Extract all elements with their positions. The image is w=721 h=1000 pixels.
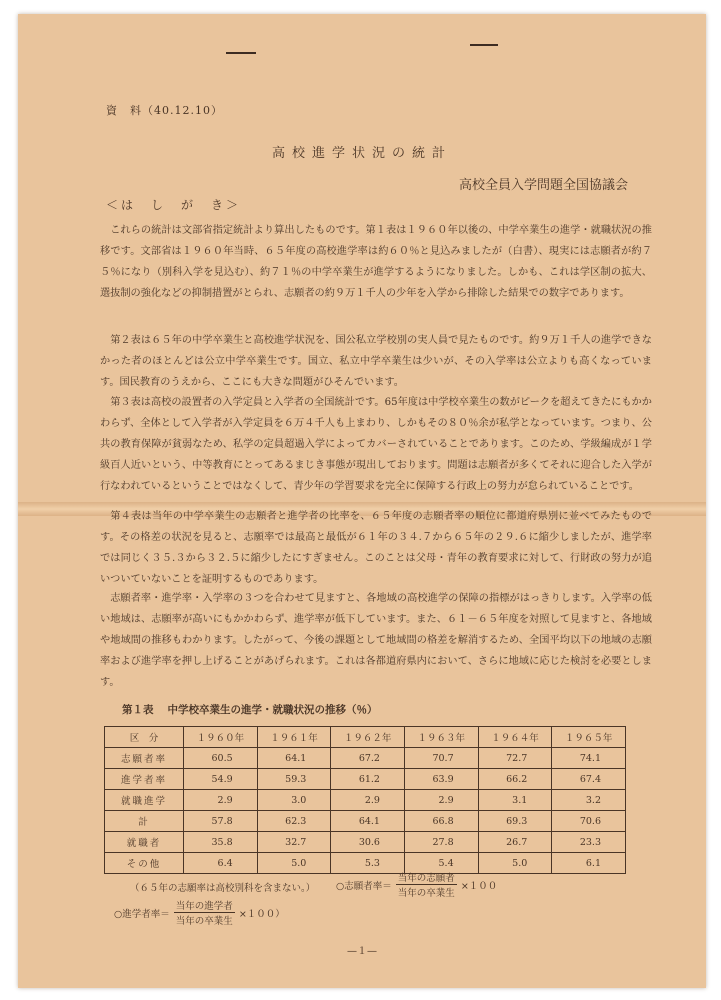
table-cell: 23.3 (552, 832, 626, 853)
stats-table (104, 726, 626, 874)
table-cell: 6.4 (184, 853, 258, 874)
table-cell: 57.8 (184, 811, 258, 832)
paragraph-2: 第２表は６５年の中学卒業生と高校進学状況を、国公私立学校別の実人員で見たものです。約９万１千人の進学できなかった者のほとんどは公立中学卒業生です。国立、私立中学卒業生は少いが、その入学率は公立よりも高くなっています。国民教育のうえから、ここにも大きな問題がひそんでいます。 (100, 335, 652, 388)
exclusion-note: （６５年の志願率は高校別科を含まない。） (130, 883, 316, 894)
row-label: 計 (105, 811, 184, 832)
table-caption: 中学校卒業生の進学・就職状況の推移（％） (167, 704, 378, 716)
applicant-numerator: 当年の志願者 (396, 870, 457, 885)
table-corner: 区 分 (105, 727, 184, 748)
table-cell: 66.2 (478, 769, 552, 790)
table-cell: 2.9 (331, 790, 405, 811)
table-row (105, 769, 626, 790)
table-cell: 27.8 (404, 832, 478, 853)
table-number: 第１表 (122, 704, 154, 716)
table-cell: 5.0 (478, 853, 552, 874)
paragraph-3: 第３表は高校の設置者の入学定員と入学者の全国統計です。65年度は中学校卒業生の数がピークを超えてきたにもかかわらず、全体として入学者が入学定員を６万４千人も上まわり、しかもその８０％余が私学となっています。つまり、公共の教育保障が貧弱なため、私学の定員超過入学によってカバーされていることであります。このため、学級編成が１学級百人近いという、中等教育にとってあるまじき事態が現出しております。問題は志願者が多くてそれに迎合した入学が行なわれているということではなくして、青少年の学習要求を完全に保障する行政上の努力が怠られていることです。 (100, 397, 652, 492)
table-cell: 5.0 (257, 853, 331, 874)
row-label: 就職進学 (105, 790, 184, 811)
year-header: １９６２年 (331, 727, 405, 748)
document-reference: 資 料（40.12.10） (106, 104, 223, 117)
enrollment-rate-label: ○進学者率＝ (114, 908, 170, 920)
enrollment-multiplier: ×１００） (238, 908, 285, 920)
row-label: 就職者 (105, 832, 184, 853)
table-cell: 5.4 (404, 853, 478, 874)
table-cell: 67.4 (552, 769, 626, 790)
applicant-rate-label: ○志願者率＝ (336, 880, 392, 892)
table-cell: 64.1 (257, 748, 331, 769)
enrollment-rate-formula (114, 898, 285, 927)
table-cell: 54.9 (184, 769, 258, 790)
year-header: １９６４年 (478, 727, 552, 748)
applicant-multiplier: ×１００ (460, 880, 498, 892)
applicant-fraction (396, 870, 457, 899)
table-cell: 6.1 (552, 853, 626, 874)
enrollment-numerator: 当年の進学者 (174, 898, 235, 913)
table-cell: 72.7 (478, 748, 552, 769)
hole-punch-mark-right (470, 44, 498, 46)
year-header: １９６０年 (184, 727, 258, 748)
table-cell: 70.6 (552, 811, 626, 832)
row-label: 志願者率 (105, 748, 184, 769)
table-cell: 66.8 (404, 811, 478, 832)
year-header: １９６１年 (257, 727, 331, 748)
paragraph-1: これらの統計は文部省指定統計より算出したものです。第１表は１９６０年以後の、中学卒業生の進学・就職状況の推移です。文部省は１９６０年当時、６５年度の高校進学率は約６０％と見込みましたが（白書）、現実には志願者が約７５％になり（別科入学を見込む）、約７１％の中学卒業生が進学するようになりました。しかも、これは学区制の拡大、選抜制の強化などの抑制措置がとられ、志願者の約９万１千人の少年を入学から排除した結果での数字であります。 (100, 225, 653, 299)
table-cell: 61.2 (331, 769, 405, 790)
table-cell: 67.2 (331, 748, 405, 769)
table-cell: 63.9 (404, 769, 478, 790)
table-cell: 32.7 (257, 832, 331, 853)
table-cell: 69.3 (478, 811, 552, 832)
table-cell: 2.9 (404, 790, 478, 811)
table-cell: 60.5 (184, 748, 258, 769)
hole-punch-mark-left (226, 52, 256, 54)
year-header: １９６３年 (404, 727, 478, 748)
paragraph-5: 志願者率・進学率・入学率の３つを合わせて見ますと、各地域の高校進学の保障の指標がはっきりします。入学率の低い地域は、志願率が高いにもかかわらず、進学率が低下しています。また、６１－６５年度を対照して見ますと、各地域や地域間の推移もわかります。したがって、今後の課題として地域間の格差を解消するため、全国平均以下の地域の志願率および進学率を押し上げることがあげられます。これは各都道府県内において、さらに地域に応じた検討を必要とします。 (100, 593, 652, 688)
applicant-rate-formula (336, 870, 497, 899)
table-cell: 3.0 (257, 790, 331, 811)
enrollment-fraction (174, 898, 235, 927)
paragraph-4: 第４表は当年の中学卒業生の志願者と進学者の比率を、６５年度の志願者率の順位に都道府県別に並べてみたものです。その格差の状況を見ると、志願率では最高と最低が６１年の３４.７から６５年の２９.６に縮少しましたが、進学率では同じく３５.３から３２.５に縮少したにすぎません。このことは父母・青年の教育要求に対して、行財政の努力が追いついていないことを証明するものであります。 (100, 511, 652, 585)
row-label: その他 (105, 853, 184, 874)
enrollment-denominator: 当年の卒業生 (175, 916, 233, 927)
table-row (105, 748, 626, 769)
table-cell: 59.3 (257, 769, 331, 790)
document-title: 高校進学状況の統計 (271, 146, 452, 161)
table-cell: 3.2 (552, 790, 626, 811)
table-cell: 64.1 (331, 811, 405, 832)
table-cell: 26.7 (478, 832, 552, 853)
table-cell: 5.3 (331, 853, 405, 874)
organization-name: 高校全員入学問題全国協議会 (458, 178, 628, 193)
table-row (105, 832, 626, 853)
table-cell: 30.6 (331, 832, 405, 853)
table-cell: 70.7 (404, 748, 478, 769)
applicant-denominator: 当年の卒業生 (397, 888, 455, 899)
table-row (105, 790, 626, 811)
document-page (18, 14, 706, 988)
table-cell: 35.8 (184, 832, 258, 853)
table-row (105, 811, 626, 832)
table-cell: 74.1 (552, 748, 626, 769)
section-heading: ＜は し が き＞ (106, 198, 242, 212)
table-cell: 62.3 (257, 811, 331, 832)
table-cell: 3.1 (478, 790, 552, 811)
table-title (122, 702, 392, 717)
row-label: 進学者率 (105, 769, 184, 790)
page-number: —１— (347, 946, 377, 957)
year-header: １９６５年 (552, 727, 626, 748)
table-cell: 2.9 (184, 790, 258, 811)
table-header-row (105, 727, 626, 748)
